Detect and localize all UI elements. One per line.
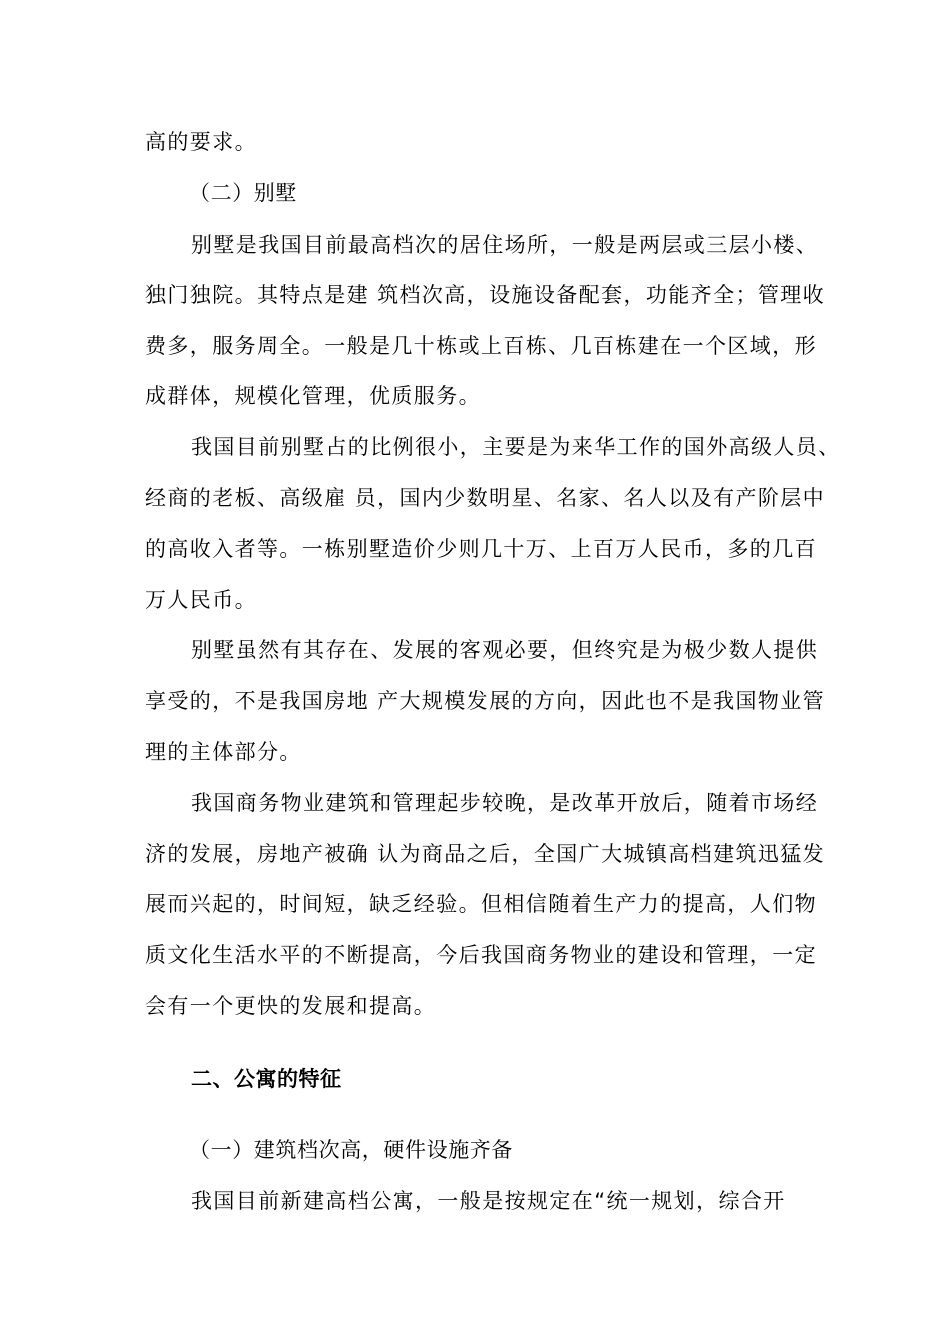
paragraph-line: 成群体，规模化管理，优质服务。 [145,384,481,408]
paragraph-line: 经商的老板、高级雇 员，国内少数明星、名家、名人以及有产阶层中 [145,486,826,510]
paragraph-line: 别墅是我国目前最高档次的居住场所，一般是两层或三层小楼、 [191,233,819,257]
section-subheading: （二）别墅 [189,181,297,205]
paragraph-line: 我国目前别墅占的比例很小，主要是为来华工作的国外高级人员、 [191,435,841,459]
paragraph-line: 会有一个更快的发展和提高。 [145,994,437,1018]
paragraph-line: 展而兴起的，时间短，缺乏经验。但相信随着生产力的提高，人们物 [145,892,817,916]
paragraph-line: 万人民币。 [145,588,257,612]
section-subheading: （一）建筑档次高，硬件设施齐备 [189,1138,513,1162]
paragraph-line: 的高收入者等。一栋别墅造价少则几十万、上百万人民币，多的几百 [145,537,817,561]
paragraph-line: 我国商务物业建筑和管理起步较晚，是改革开放后，随着市场经 [191,791,819,815]
paragraph-line: 理的主体部分。 [145,740,302,764]
paragraph-line: 享受的，不是我国房地 产大规模发展的方向，因此也不是我国物业管 [145,689,826,713]
paragraph-line: 高的要求。 [145,130,257,154]
paragraph-line: 独门独院。其特点是建 筑档次高，设施设备配套，功能齐全；管理收 [145,283,826,307]
section-heading: 二、公寓的特征 [191,1067,342,1091]
paragraph-line: 费多，服务周全。一般是几十栋或上百栋、几百栋建在一个区域，形 [145,334,817,358]
paragraph-line: 我国目前新建高档公寓，一般是按规定在“统一规划，综合开 [191,1189,786,1213]
paragraph-line: 别墅虽然有其存在、发展的客观必要，但终究是为极少数人提供 [191,638,819,662]
paragraph-line: 济的发展，房地产被确 认为商品之后，全国广大城镇高档建筑迅猛发 [145,842,826,866]
paragraph-line: 质文化生活水平的不断提高，今后我国商务物业的建设和管理，一定 [145,943,817,967]
